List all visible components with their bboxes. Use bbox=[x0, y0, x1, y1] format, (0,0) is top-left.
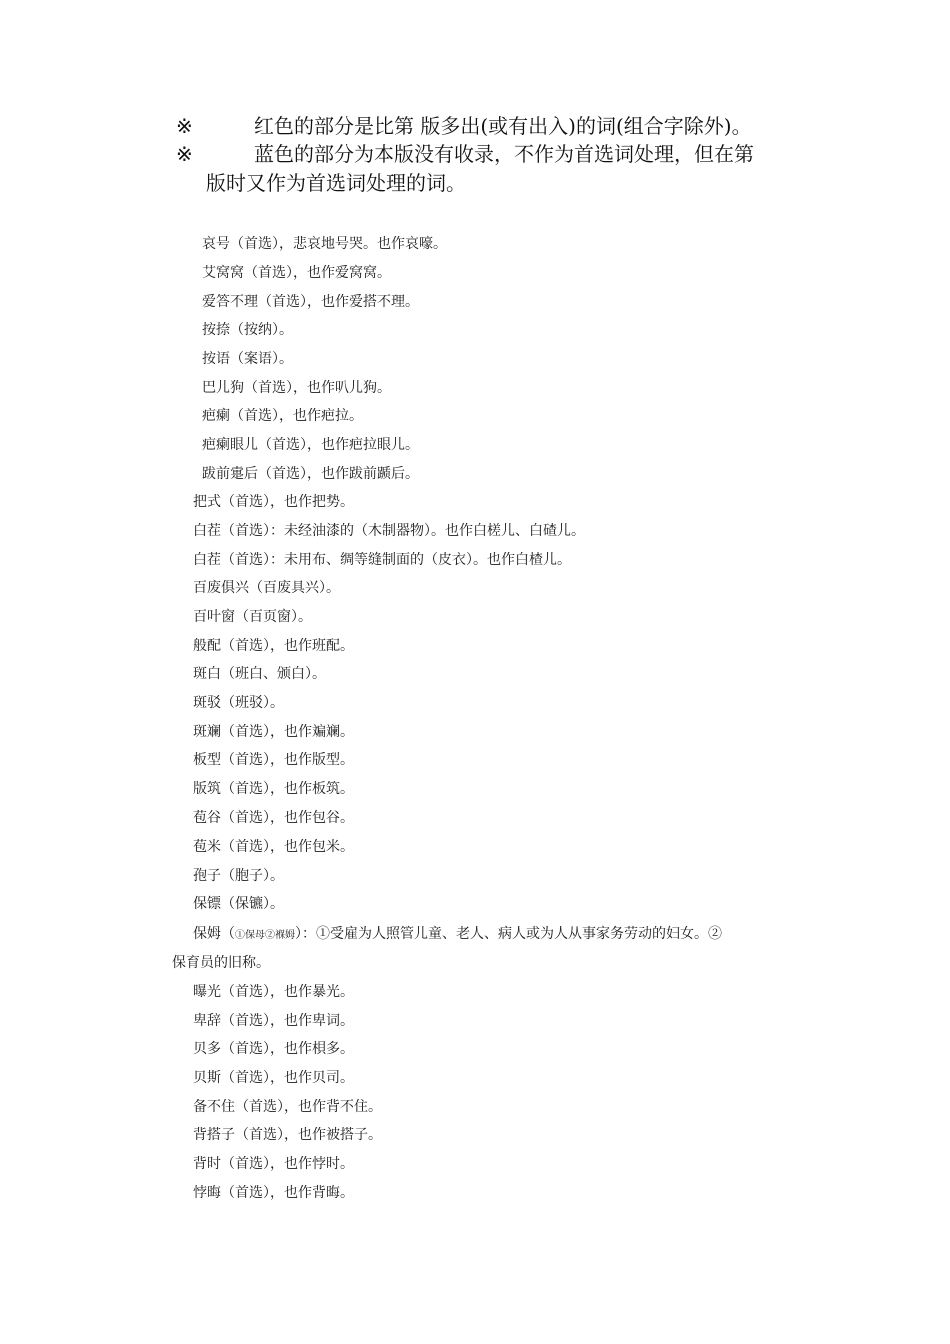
entry-line: 保镖（保镳）。 bbox=[193, 896, 284, 912]
entry-line: 爱答不理（首选），也作爱搭不理。 bbox=[202, 294, 419, 310]
entry-line: 苞谷（首选），也作包谷。 bbox=[193, 810, 354, 826]
entry-line: 百废俱兴（百废具兴）。 bbox=[193, 580, 340, 596]
entry-line: 哀号（首选），悲哀地号哭。也作哀嚎。 bbox=[202, 236, 447, 252]
entry-baomu-definition: ）：①受雇为人照管儿童、老人、病人或为人从事家务劳动的妇女。② bbox=[295, 926, 722, 942]
note-2-text: 蓝色的部分为本版没有收录，不作为首选词处理，但在第 bbox=[254, 142, 754, 166]
entry-line: 孢子（胞子）。 bbox=[193, 868, 284, 884]
entry-line: 跋前疐后（首选），也作跋前踬后。 bbox=[202, 466, 419, 482]
entry-line: 背搭子（首选），也作被搭子。 bbox=[193, 1127, 382, 1143]
entry-baomu-head: 保姆（ bbox=[193, 926, 235, 942]
entry-line: 巴儿狗（首选），也作叭儿狗。 bbox=[202, 380, 391, 396]
entry-line: 斑斓（首选），也作斒斓。 bbox=[193, 724, 354, 740]
entry-line: 背时（首选），也作悖时。 bbox=[193, 1156, 354, 1172]
reference-mark-icon: ※ bbox=[176, 114, 193, 138]
note-1-text: 红色的部分是比第 版多出(或有出入)的词(组合字除外)。 bbox=[254, 114, 752, 138]
entry-line: 备不住（首选），也作背不住。 bbox=[193, 1099, 382, 1115]
note-1 bbox=[176, 112, 836, 140]
note-2 bbox=[176, 140, 836, 168]
entry-line: 板型（首选），也作版型。 bbox=[193, 752, 354, 768]
entry-baomu-variants: ①保母②褓姆 bbox=[235, 930, 295, 941]
entry-baomu bbox=[193, 924, 722, 946]
entry-line: 白茬（首选）：未经油漆的（木制器物）。也作白槎儿、白碴儿。 bbox=[193, 523, 585, 539]
entry-line: 把式（首选），也作把势。 bbox=[193, 494, 354, 510]
entry-line: 版筑（首选），也作板筑。 bbox=[193, 781, 354, 797]
reference-mark-icon: ※ bbox=[176, 142, 193, 166]
entry-line: 按捺（按纳）。 bbox=[202, 322, 293, 338]
entry-line: 贝多（首选），也作梖多。 bbox=[193, 1041, 354, 1057]
note-2-continuation: 版时又作为首选词处理的词。 bbox=[206, 171, 466, 195]
entry-line: 悖晦（首选），也作背晦。 bbox=[193, 1185, 354, 1201]
entry-line: 曝光（首选），也作暴光。 bbox=[193, 984, 354, 1000]
entry-line: 疤瘌眼儿（首选），也作疤拉眼儿。 bbox=[202, 437, 419, 453]
entry-line: 疤瘌（首选），也作疤拉。 bbox=[202, 408, 363, 424]
entry-line: 卑辞（首选），也作卑词。 bbox=[193, 1013, 354, 1029]
entry-line: 按语（案语）。 bbox=[202, 351, 293, 367]
entry-line: 斑白（班白、颁白）。 bbox=[193, 666, 326, 682]
entry-baomu-line2: 保育员的旧称。 bbox=[172, 955, 270, 971]
entry-line: 百叶窗（百页窗）。 bbox=[193, 609, 312, 625]
entry-line: 贝斯（首选），也作贝司。 bbox=[193, 1070, 354, 1086]
entry-line: 苞米（首选），也作包米。 bbox=[193, 839, 354, 855]
entry-line: 斑驳（班驳）。 bbox=[193, 695, 284, 711]
entry-line: 白茬（首选）：未用布、绸等缝制面的（皮衣）。也作白楂儿。 bbox=[193, 552, 571, 568]
entry-line: 艾窝窝（首选），也作爱窝窝。 bbox=[202, 265, 391, 281]
entry-line: 般配（首选），也作班配。 bbox=[193, 638, 354, 654]
